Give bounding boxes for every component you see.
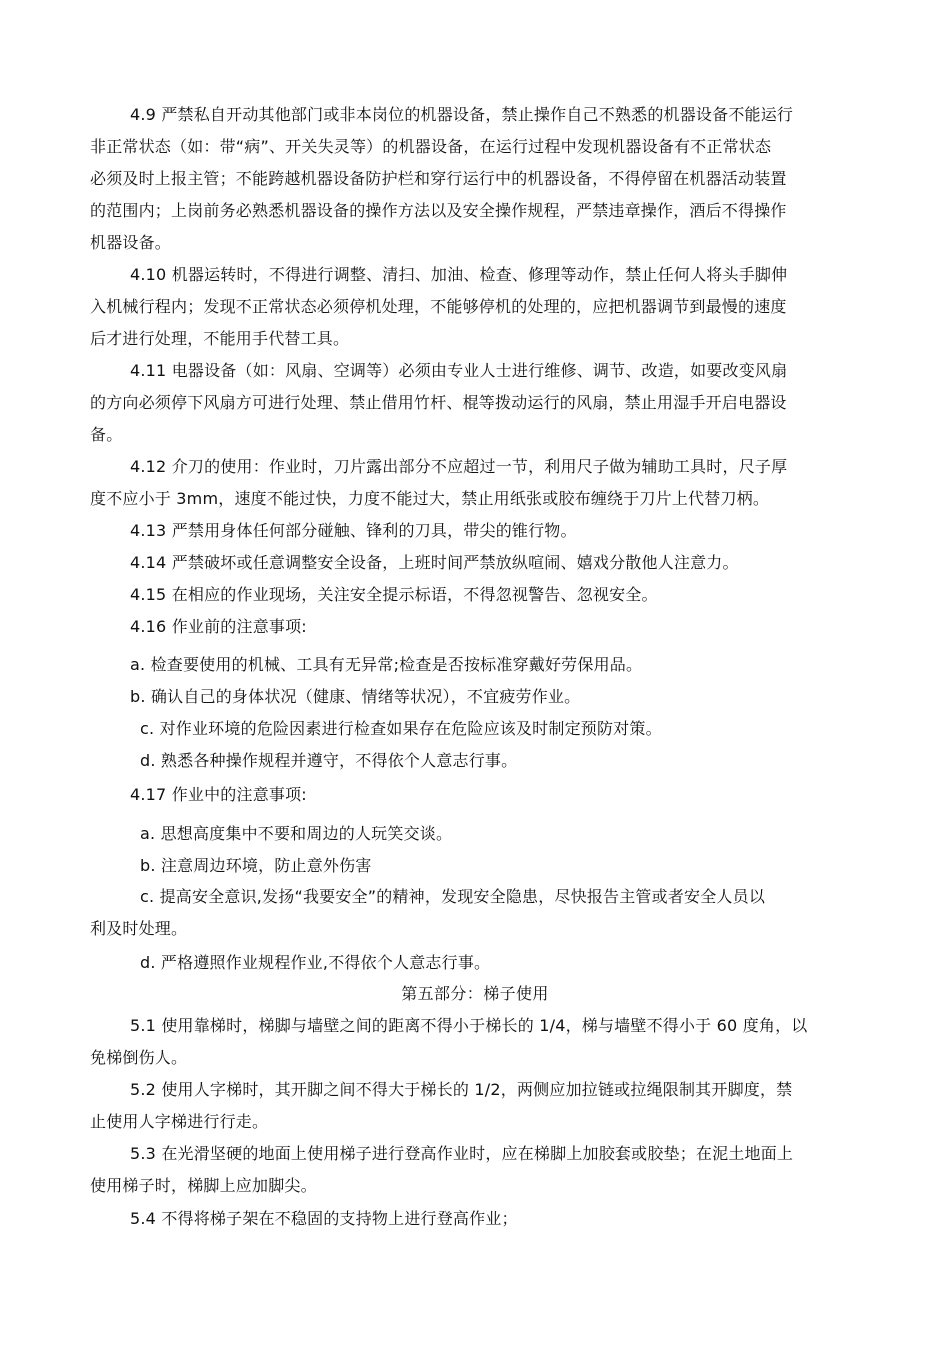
paragraph-5-1-line-1: 5.1 使用靠梯时，梯脚与墙壁之间的距离不得小于梯长的 1/4，梯与墙壁不得小于 60 度角，以 — [130, 1016, 808, 1035]
paragraph-4-10-line-2: 入机械行程内；发现不正常状态必须停机处理，不能够停机的处理的，应把机器调节到最慢的速度 — [90, 297, 787, 316]
paragraph-5-4: 5.4 不得将梯子架在不稳固的支持物上进行登高作业； — [130, 1209, 518, 1228]
paragraph-4-10-line-3: 后才进行处理，不能用手代替工具。 — [90, 329, 350, 348]
list-item-4-16-c: c. 对作业环境的危险因素进行检查如果存在危险应该及时制定预防对策。 — [140, 719, 662, 738]
paragraph-4-12-line-1: 4.12 介刀的使用：作业时，刀片露出部分不应超过一节，利用尺子做为辅助工具时，尺子厚 — [130, 457, 788, 476]
paragraph-5-2-line-1: 5.2 使用人字梯时，其开脚之间不得大于梯长的 1/2，两侧应加拉链或拉绳限制其开脚度，禁 — [130, 1080, 793, 1099]
paragraph-4-17: 4.17 作业中的注意事项: — [130, 785, 307, 804]
list-item-4-17-a: a. 思想高度集中不要和周边的人玩笑交谈。 — [140, 824, 453, 843]
paragraph-4-10-line-1: 4.10 机器运转时，不得进行调整、清扫、加油、检查、修理等动作，禁止任何人将头手脚伸 — [130, 265, 788, 284]
paragraph-4-12-line-2: 度不应小于 3mm，速度不能过快，力度不能过大，禁止用纸张或胶布缠绕于刀片上代替刀柄。 — [90, 489, 770, 508]
paragraph-5-2-line-2: 止使用人字梯进行行走。 — [90, 1112, 269, 1131]
list-item-4-17-b: b. 注意周边环境，防止意外伤害 — [140, 856, 372, 875]
list-item-4-16-b: b. 确认自己的身体状况（健康、情绪等状况），不宜疲劳作业。 — [130, 687, 581, 706]
paragraph-4-13: 4.13 严禁用身体任何部分碰触、锋利的刀具，带尖的锥行物。 — [130, 521, 577, 540]
paragraph-4-9-line-4: 的范围内；上岗前务必熟悉机器设备的操作方法以及安全操作规程，严禁违章操作，酒后不得操作 — [90, 201, 787, 220]
paragraph-4-14: 4.14 严禁破坏或任意调整安全设备，上班时间严禁放纵喧闹、嬉戏分散他人注意力。 — [130, 553, 739, 572]
paragraph-5-3-line-2: 使用梯子时，梯脚上应加脚尖。 — [90, 1176, 317, 1195]
paragraph-4-11-line-2: 的方向必须停下风扇方可进行处理、禁止借用竹杆、棍等拨动运行的风扇，禁止用湿手开启电器设 — [90, 393, 787, 412]
paragraph-5-1-line-2: 免梯倒伤人。 — [90, 1048, 188, 1067]
paragraph-4-9-line-2: 非正常状态（如：带“病”、开关失灵等）的机器设备，在运行过程中发现机器设备有不正常状态 — [90, 137, 772, 156]
paragraph-4-15: 4.15 在相应的作业现场，关注安全提示标语，不得忽视警告、忽视安全。 — [130, 585, 658, 604]
list-item-4-17-d: d. 严格遵照作业规程作业,不得依个人意志行事。 — [140, 953, 491, 972]
paragraph-4-11-line-1: 4.11 电器设备（如：风扇、空调等）必须由专业人士进行维修、调节、改造，如要改变风扇 — [130, 361, 788, 380]
list-item-4-17-c-line-2: 利及时处理。 — [90, 919, 188, 938]
section-5-title: 第五部分：梯子使用 — [401, 984, 549, 1003]
list-item-4-16-d: d. 熟悉各种操作规程并遵守，不得依个人意志行事。 — [140, 751, 518, 770]
paragraph-4-11-line-3: 备。 — [90, 425, 123, 444]
paragraph-4-16: 4.16 作业前的注意事项: — [130, 617, 307, 636]
paragraph-4-9-line-3: 必须及时上报主管；不能跨越机器设备防护栏和穿行运行中的机器设备，不得停留在机器活动装置 — [90, 169, 787, 188]
list-item-4-17-c-line-1: c. 提高安全意识,发扬“我要安全”的精神，发现安全隐患，尽快报告主管或者安全人员以 — [140, 887, 766, 906]
paragraph-5-3-line-1: 5.3 在光滑坚硬的地面上使用梯子进行登高作业时，应在梯脚上加胶套或胶垫；在泥土地面上 — [130, 1144, 794, 1163]
list-item-4-16-a: a. 检查要使用的机械、工具有无异常;检查是否按标准穿戴好劳保用品。 — [130, 655, 643, 674]
paragraph-4-9-line-1: 4.9 严禁私自开动其他部门或非本岗位的机器设备，禁止操作自己不熟悉的机器设备不能运行 — [130, 105, 794, 124]
paragraph-4-9-line-5: 机器设备。 — [90, 233, 172, 252]
